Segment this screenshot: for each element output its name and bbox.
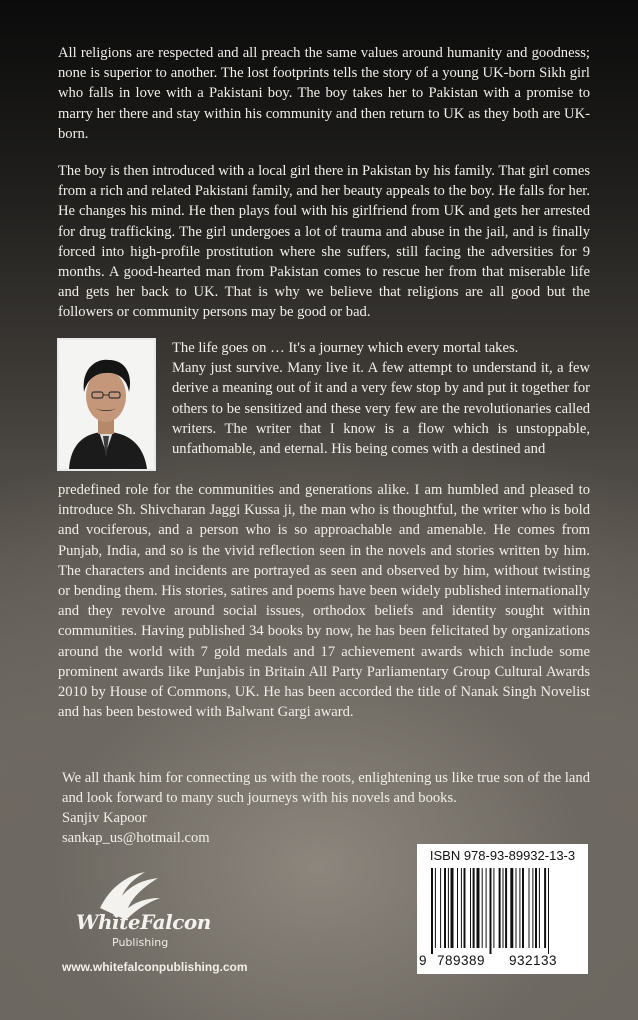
bio-paragraph: predefined role for the communities and generations alike. I am humbled and pleased to introduce Sh. Shivcharan Jaggi Kussa ji, the man who is thoughtful, the writer who is bold and vociferous, and a person who is so approachable and amenable. He comes from Punjab, India, and so is the vivid reflection seen in the novels and stories written by him. The characters and incidents are portrayed as seen and observed by him, without twisting or bending them. His stories, satires and poems have been widely published internationally and they revolve around social issues, orthodox beliefs and identity sought within communities. Having published 34 books by now, he has been felicitated by organizations around the world with 7 gold medals and 17 achievement awards which include some prominent awards like Punjabis in Britain All Party Parliamentary Group Cultural Awards 2010 by House of Commons, UK. He has been accorded the title of Nanak Singh Novelist and has been bestowed with Balwant Gargi award. xyxy=(58,482,590,721)
bio-intro-line: The life goes on … It's a journey which every mortal takes. xyxy=(172,340,519,356)
publisher-website: www.whitefalconpublishing.com xyxy=(62,960,248,974)
barcode-panel xyxy=(417,844,588,974)
isbn-label: ISBN 978-93-89932-13-3 xyxy=(429,848,576,863)
barcode-icon xyxy=(425,868,580,954)
signature-email: sankap_us@hotmail.com xyxy=(62,830,210,846)
barcode-digit-first: 9 xyxy=(419,953,428,968)
publisher-name: WhiteFalcon xyxy=(76,910,211,934)
author-photo xyxy=(57,338,156,471)
thanks-paragraph: We all thank him for connecting us with the roots, enlightening us like true son of the land and look forward to many such journeys with his novels and books. xyxy=(62,770,590,807)
barcode-digit-group-1: 789389 xyxy=(437,953,486,968)
blurb-paragraph-2: The boy is then introduced with a local girl there in Pakistan by his family. That girl comes from a rich and related Pakistani family, and her beauty appeals to the boy. He falls for her. He changes his mind. He then plays foul with his girlfriend from UK and gets her arrested for drug trafficking. The girl undergoes a lot of trauma and abuse in the jail, and is finally forced into high-profile prostitution where she suffers, still facing the adversities for 9 months. A good-hearted man from Pakistan comes to rescue her from that miserable life and gets her back to UK. That is why we believe that religions are all good but the followers or community persons may be good or bad. xyxy=(58,163,590,321)
blurb-paragraph-1: All religions are respected and all preach the same values around humanity and goodness; none is superior to another. The lost footprints tells the story of a young UK-born Sikh girl who falls in love with a Pakistani boy. The boy takes her to Pakistan with a promise to marry her there and stay within his community and then return to UK as they both are UK-born. xyxy=(58,45,590,142)
signature-name: Sanjiv Kapoor xyxy=(62,810,147,826)
barcode-digit-group-2: 932133 xyxy=(509,953,558,968)
publisher-sub: Publishing xyxy=(112,936,169,949)
bio-intro-text: Many just survive. Many live it. A few attempt to understand it, a few derive a meaning out of it and a very few stop by and put it together for others to be sensitized and these very few are the revolutionaries called writers. The writer that I know is a flow which is unstoppable, unfathomable, and eternal. His being comes with a destined and xyxy=(172,360,590,458)
bio-intro xyxy=(172,338,590,459)
